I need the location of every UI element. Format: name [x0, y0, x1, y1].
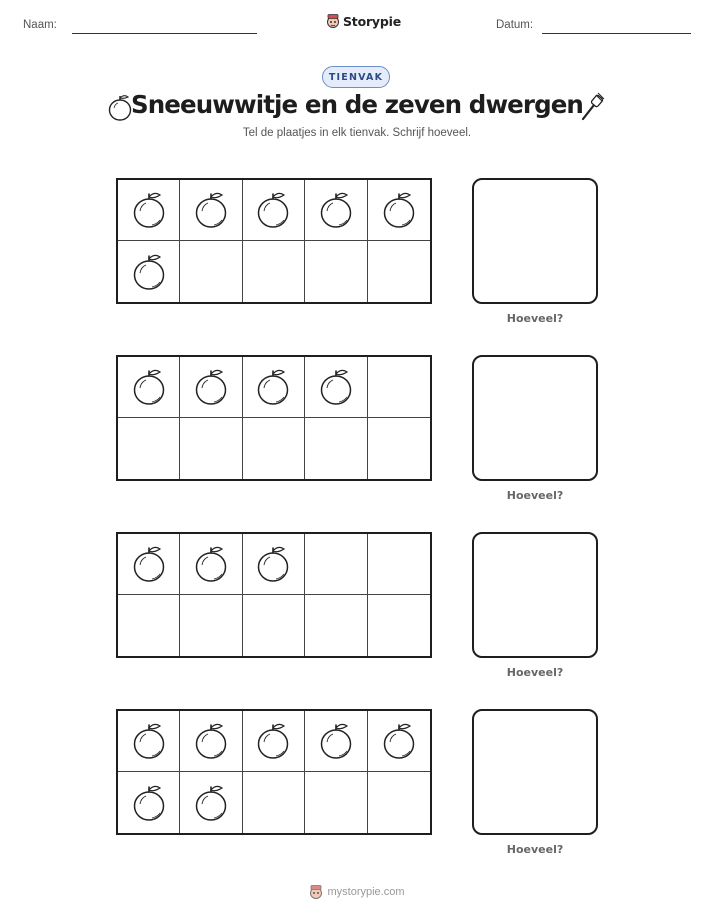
date-label: Datum: — [496, 19, 534, 31]
ten-frame-cell — [305, 711, 367, 772]
ten-frame-cell — [243, 772, 305, 833]
ten-frame-cell — [180, 595, 242, 656]
ten-frame-cell — [305, 357, 367, 418]
brand-logo — [326, 13, 401, 29]
apple-icon — [132, 784, 166, 822]
apple-icon — [194, 722, 228, 760]
date-field[interactable] — [542, 33, 691, 34]
ten-frame-cell — [180, 772, 242, 833]
answer-label: Hoeveel? — [506, 489, 564, 502]
instructions: Tel de plaatjes in elk tienvak. Schrijf hoeveel. — [242, 127, 472, 139]
page-title: Sneeuwwitje en de zeven dwergen — [131, 90, 583, 119]
apple-icon — [319, 722, 353, 760]
ten-frame-cell — [180, 241, 242, 302]
ten-frame-cell — [243, 595, 305, 656]
brush-icon — [578, 90, 606, 122]
apple-icon — [132, 545, 166, 583]
apple-icon — [256, 191, 290, 229]
apple-icon — [382, 722, 416, 760]
apple-icon — [194, 784, 228, 822]
ten-frame-cell — [368, 180, 430, 241]
ten-frame-cell — [305, 534, 367, 595]
apple-icon — [132, 191, 166, 229]
answer-label: Hoeveel? — [506, 312, 564, 325]
name-field[interactable] — [72, 33, 257, 34]
footer-url: mystorypie.com — [327, 886, 405, 898]
ten-frame-cell — [180, 534, 242, 595]
ten-frame-cell — [368, 418, 430, 479]
ten-frame — [116, 709, 432, 835]
apple-icon — [256, 368, 290, 406]
ten-frame-cell — [118, 534, 180, 595]
answer-label: Hoeveel? — [506, 843, 564, 856]
ten-frame-cell — [243, 357, 305, 418]
apple-icon — [194, 545, 228, 583]
ten-frame-cell — [180, 357, 242, 418]
ten-frame-cell — [243, 241, 305, 302]
apple-icon — [319, 368, 353, 406]
ten-frame-cell — [368, 772, 430, 833]
apple-icon — [132, 253, 166, 291]
ten-frame — [116, 355, 432, 481]
ten-frame-cell — [368, 357, 430, 418]
answer-box[interactable] — [472, 178, 598, 304]
footer — [0, 884, 714, 900]
answer-box[interactable] — [472, 532, 598, 658]
ten-frame — [116, 532, 432, 658]
ten-frame-cell — [243, 180, 305, 241]
answer-box[interactable] — [472, 355, 598, 481]
mascot-icon — [326, 13, 340, 29]
apple-icon — [194, 368, 228, 406]
ten-frame-cell — [368, 711, 430, 772]
ten-frame-cell — [368, 534, 430, 595]
ten-frame-cell — [243, 711, 305, 772]
ten-frame-cell — [243, 534, 305, 595]
ten-frame-cell — [368, 241, 430, 302]
apple-icon — [132, 722, 166, 760]
ten-frame-cell — [118, 357, 180, 418]
ten-frame-cell — [180, 180, 242, 241]
name-label: Naam: — [23, 19, 57, 31]
answer-box[interactable] — [472, 709, 598, 835]
apple-icon — [319, 191, 353, 229]
answer-label: Hoeveel? — [506, 666, 564, 679]
worksheet-type-badge: TIENVAK — [322, 66, 390, 88]
ten-frame-cell — [368, 595, 430, 656]
apple-icon — [132, 368, 166, 406]
ten-frame-cell — [118, 711, 180, 772]
ten-frame-cell — [305, 418, 367, 479]
apple-icon — [256, 722, 290, 760]
ten-frame-cell — [118, 241, 180, 302]
ten-frame-cell — [118, 418, 180, 479]
ten-frame-cell — [305, 241, 367, 302]
ten-frame-cell — [305, 772, 367, 833]
ten-frame-cell — [118, 595, 180, 656]
ten-frame-cell — [305, 180, 367, 241]
ten-frame-cell — [243, 418, 305, 479]
ten-frame-cell — [118, 180, 180, 241]
brand-name: Storypie — [343, 13, 401, 29]
ten-frame-cell — [305, 595, 367, 656]
ten-frame-cell — [180, 418, 242, 479]
apple-icon — [256, 545, 290, 583]
mascot-icon — [309, 884, 323, 900]
ten-frame — [116, 178, 432, 304]
apple-icon — [382, 191, 416, 229]
ten-frame-cell — [118, 772, 180, 833]
ten-frame-cell — [180, 711, 242, 772]
apple-icon — [194, 191, 228, 229]
